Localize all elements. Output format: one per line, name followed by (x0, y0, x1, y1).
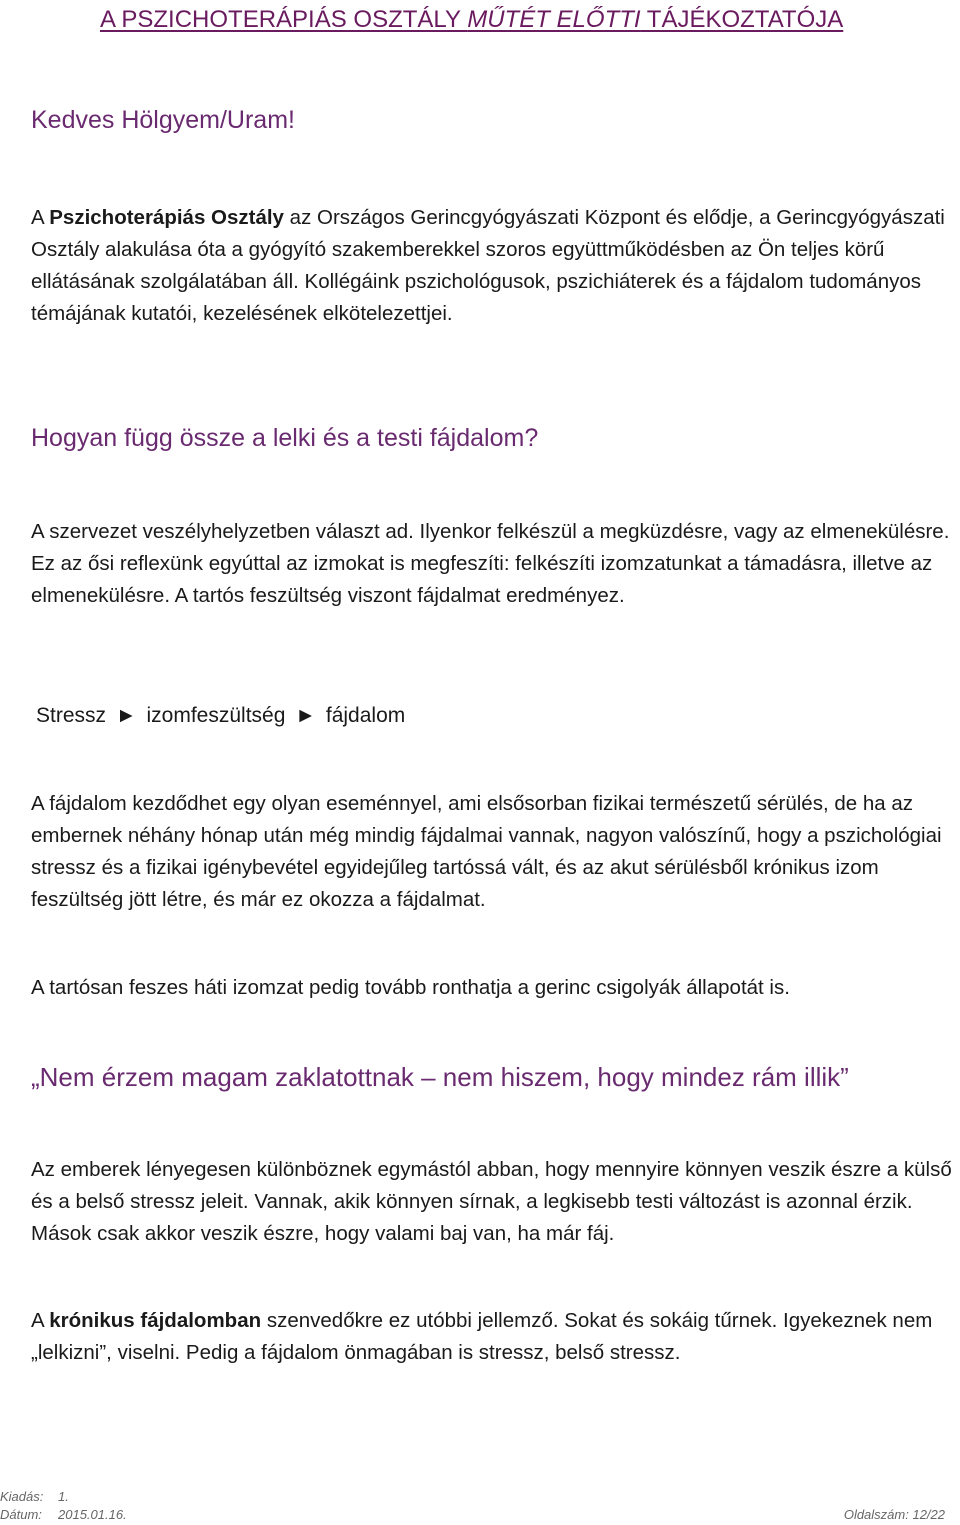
intro-paragraph (31, 202, 959, 330)
heading-mind-body-pain: Hogyan függ össze a lelki és a testi fájdalom? (31, 424, 539, 452)
page-number: Oldalszám: 12/22 (843, 1507, 945, 1522)
flow-arrow-icon: ► (295, 704, 317, 727)
title-part-1: A PSZICHOTERÁPIÁS OSZTÁLY (100, 6, 468, 33)
flow-arrow-icon: ► (115, 704, 137, 727)
paragraph-danger-response: A szervezet veszélyhelyzetben választ ad. Ilyenkor felkészül a megküzdésre, vagy az elmenekülésre. Ez az ősi reflexünk egyúttal az izmokat is megfeszíti: felkészíti izomzatunkat a támadásra, illetve az elmenekülésre. A tartós feszültség viszont fájdalmat eredményez. (31, 520, 950, 607)
paragraph-chronic-pain (31, 1305, 959, 1369)
intro-post: az Országos Gerincgyógyászati Központ és elődje, a Gerincgyógyászati Osztály alakulása óta a gyógyító szakemberekkel szoros együttműködésben az Ön teljes körű ellátásának szolgálatában áll. Kollégáink pszichológusok, pszichiáterek és a fájdalom tudományos témájának kutatói, kezelésének elkötelezettjei. (31, 206, 945, 325)
salutation: Kedves Hölgyem/Uram! (31, 106, 295, 134)
document-title (100, 6, 843, 34)
issue-label: Kiadás: (0, 1489, 44, 1504)
title-part-2: TÁJÉKOZTATÓJA (640, 6, 844, 33)
flow-step-muscle-tension: izomfeszültség (146, 704, 286, 727)
chronic-post: szenvedőkre ez utóbbi jellemző. Sokat és sokáig tűrnek. Igyekeznek nem „lelkizni”, viselni. Pedig a fájdalom önmagában is stressz, belső stressz. (31, 1309, 933, 1364)
date-label: Dátum: (0, 1507, 42, 1522)
intro-bold: Pszichoterápiás Osztály (49, 206, 284, 229)
footer-date (0, 1507, 945, 1522)
issue-value: 1. (58, 1489, 69, 1504)
footer-issue (0, 1489, 945, 1504)
paragraph-back-muscles: A tartósan feszes háti izomzat pedig tovább ronthatja a gerinc csigolyák állapotát is. (31, 976, 790, 999)
flow-step-stress: Stressz (36, 704, 107, 727)
paragraph-pain-origin: A fájdalom kezdődhet egy olyan eseménnyel, ami elsősorban fizikai természetű sérülés, de ha az embernek néhány hónap után még mindig fájdalmai vannak, nagyon valószínű, hogy a pszichológiai stressz és a fizikai igénybevétel egyidejűleg tartóssá vált, és az akut sérülésből krónikus izom feszültség jött létre, és már ez okozza a fájdalmat. (31, 792, 942, 911)
stress-flow (36, 700, 405, 732)
flow-step-pain: fájdalom (325, 704, 406, 727)
chronic-pre: A (31, 1309, 50, 1332)
date-value: 2015.01.16. (58, 1507, 127, 1522)
intro-pre: A (31, 206, 50, 229)
heading-quote: „Nem érzem magam zaklatottnak – nem hiszem, hogy mindez rám illik” (31, 1062, 849, 1092)
chronic-bold: krónikus fájdalomban (49, 1309, 262, 1332)
title-italic: MŰTÉT ELŐTTI (467, 6, 641, 33)
paragraph-stress-signs: Az emberek lényegesen különböznek egymástól abban, hogy mennyire könnyen veszik észre a külső és a belső stressz jeleit. Vannak, akik könnyen sírnak, a legkisebb testi változást is azonnal érzik. Mások csak akkor veszik észre, hogy valami baj van, ha már fáj. (31, 1158, 952, 1245)
